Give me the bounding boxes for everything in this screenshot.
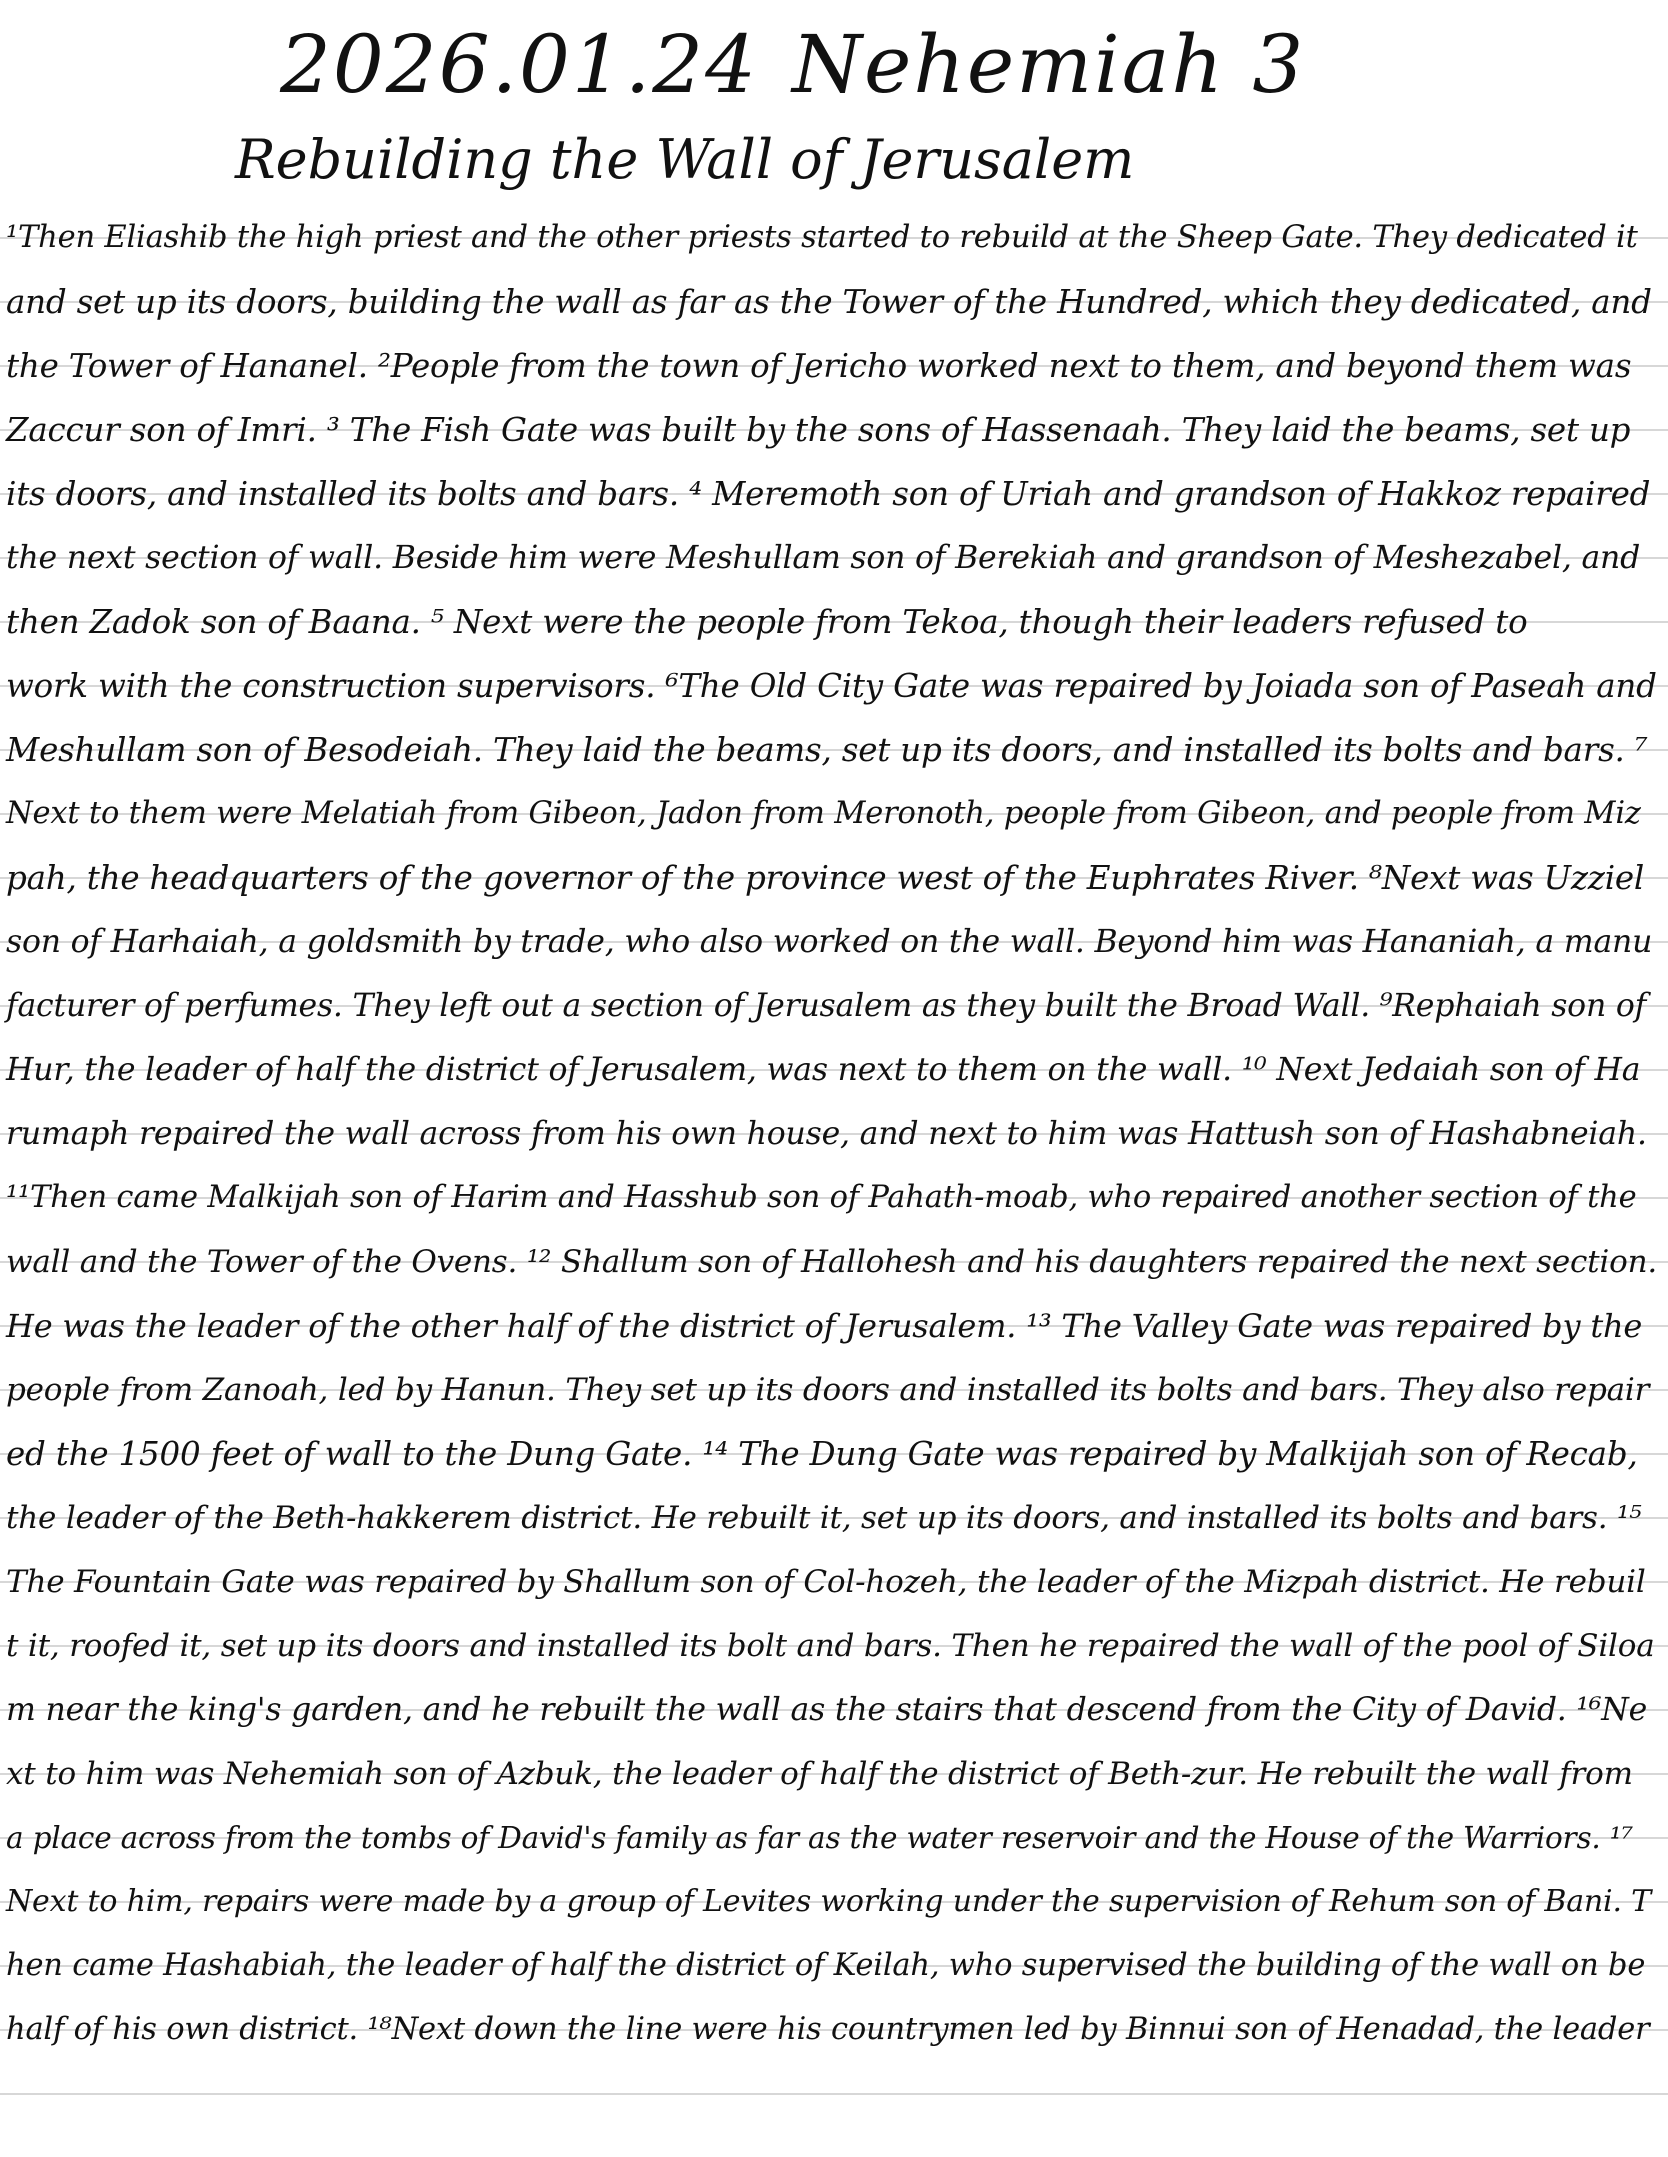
text-line: rumaph repaired the wall across from his own house, and next to him was Hattush son of Hashabneiah. (6, 1116, 1647, 1152)
text-line: and set up its doors, building the wall as far as the Tower of the Hundred, which they dedicated, and (6, 283, 1652, 321)
text-line: t it, roofed it, set up its doors and installed its bolt and bars. Then he repaired the wall of the pool of Siloa (6, 1628, 1655, 1664)
text-line: hen came Hashabiah, the leader of half the district of Keilah, who supervised the building of the wall on be (6, 1948, 1646, 1983)
text-line: The Fountain Gate was repaired by Shallum son of Col-hozeh, the leader of the Mizpah district. He rebuil (6, 1564, 1646, 1600)
page-title (280, 18, 1339, 111)
text-line: work with the construction supervisors. ⁶The Old City Gate was repaired by Joiada son of Paseah and (6, 667, 1657, 705)
text-line: Zaccur son of Imri. ³ The Fish Gate was built by the sons of Hassenaah. They laid the beams, set up (6, 411, 1631, 449)
text-line: son of Harhaiah, a goldsmith by trade, who also worked on the wall. Beyond him was Hananiah, a manu (6, 924, 1653, 960)
date-heading: 2026.01.24 (280, 18, 759, 111)
text-line: a place across from the tombs of David's family as far as the water reservoir and the House of the Warriors. ¹⁷ (6, 1821, 1634, 1855)
text-line: ed the 1500 feet of wall to the Dung Gate. ¹⁴ The Dung Gate was repaired by Malkijah son of Recab, (6, 1435, 1638, 1473)
text-line: pah, the headquarters of the governor of the province west of the Euphrates River. ⁸Next was Uzziel (6, 859, 1645, 897)
text-line: Hur, the leader of half the district of Jerusalem, was next to them on the wall. ¹⁰ Next Jedaiah son of Ha (6, 1052, 1641, 1088)
text-line: xt to him was Nehemiah son of Azbuk, the leader of half the district of Beth-zur. He rebuilt the wall from (6, 1756, 1633, 1792)
text-line: ¹¹Then came Malkijah son of Harim and Hasshub son of Pahath-moab, who repaired another section of the (6, 1180, 1637, 1215)
text-line: Next to them were Melatiah from Gibeon, Jadon from Meronoth, people from Gibeon, and people from Miz (6, 796, 1641, 831)
text-line: then Zadok son of Baana. ⁵ Next were the people from Tekoa, though their leaders refused to (6, 603, 1528, 641)
text-line: the leader of the Beth-hakkerem district. He rebuilt it, set up its doors, and installed its bolts and bars. ¹⁵ (6, 1500, 1642, 1536)
text-line: the Tower of Hananel. ²People from the town of Jericho worked next to them, and beyond them was (6, 347, 1632, 385)
text-line: wall and the Tower of the Ovens. ¹² Shallum son of Hallohesh and his daughters repaired the next section. (6, 1244, 1658, 1280)
text-line: facturer of perfumes. They left out a section of Jerusalem as they built the Broad Wall. ⁹Rephaiah son of (6, 988, 1647, 1024)
text-line: its doors, and installed its bolts and bars. ⁴ Meremoth son of Uriah and grandson of Hakkoz repaired (6, 475, 1651, 513)
text-line: half of his own district. ¹⁸Next down the line were his countrymen led by Binnui son of Henadad, the leader (6, 2012, 1650, 2047)
handwritten-passage (6, 212, 1658, 2068)
text-line: the next section of wall. Beside him were Meshullam son of Berekiah and grandson of Meshezabel, and (6, 540, 1641, 576)
text-line: Meshullam son of Besodeiah. They laid the beams, set up its doors, and installed its bolts and bars. ⁷ (6, 731, 1648, 769)
text-line: ¹Then Eliashib the high priest and the other priests started to rebuild at the Sheep Gate. They dedicated it (6, 220, 1638, 255)
text-line: He was the leader of the other half of the district of Jerusalem. ¹³ The Valley Gate was repaired by the (6, 1307, 1643, 1345)
text-line: people from Zanoah, led by Hanun. They set up its doors and installed its bolts and bars. They also repair (6, 1372, 1650, 1408)
text-line: m near the king's garden, and he rebuilt the wall as the stairs that descend from the City of David. ¹⁶Ne (6, 1692, 1648, 1728)
text-line: Next to him, repairs were made by a group of Levites working under the supervision of Rehum son of Bani. T (6, 1884, 1651, 1919)
chapter-heading: Nehemiah 3 (792, 18, 1306, 111)
section-heading: Rebuilding the Wall of Jerusalem (235, 128, 1135, 191)
